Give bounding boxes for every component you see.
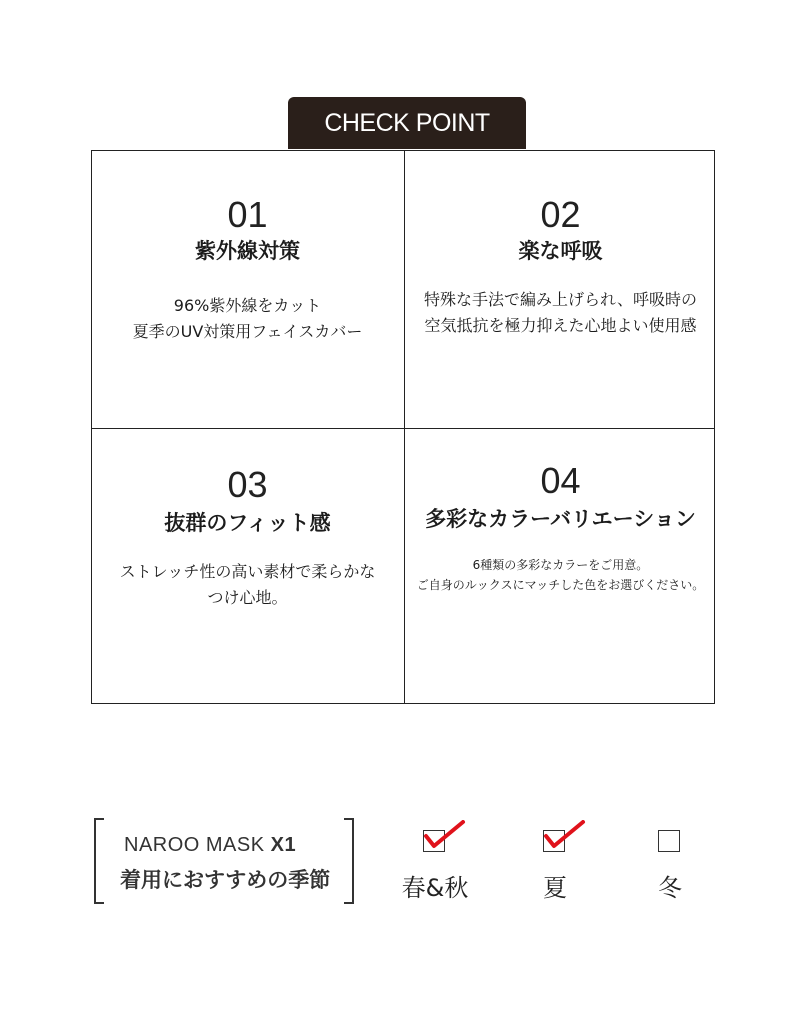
season-label: 夏 <box>543 874 567 902</box>
point-description: 96%紫外線をカット 夏季のUV対策用フェイスカバー <box>132 296 363 341</box>
red-check-icon <box>543 820 587 854</box>
point-card-02 <box>405 151 716 427</box>
checkbox <box>658 830 680 852</box>
model-name: X1 <box>270 834 297 856</box>
point-number: 01 <box>227 194 268 235</box>
check-point-title: CHECK POINT <box>324 108 490 137</box>
point-title: 紫外線対策 <box>195 239 300 263</box>
brand-name: NAROO MASK <box>124 834 265 856</box>
product-name <box>124 834 296 857</box>
season-label: 春&秋 <box>401 874 469 902</box>
bracket-left <box>94 818 104 904</box>
red-check-icon <box>423 820 467 854</box>
check-point-badge <box>288 97 526 149</box>
point-title: 多彩なカラーバリエーション <box>425 507 696 531</box>
check-point-grid <box>91 150 715 704</box>
point-number: 03 <box>227 464 268 505</box>
point-title: 抜群のフィット感 <box>164 511 331 535</box>
point-card-01 <box>92 151 403 427</box>
point-description: ストレッチ性の高い素材で柔らかな つけ心地。 <box>119 562 376 607</box>
point-card-03 <box>92 429 403 705</box>
point-card-04 <box>405 429 716 705</box>
point-description: 特殊な手法で編み上げられ、呼吸時の 空気抵抗を極力抑えた心地よい使用感 <box>424 290 697 335</box>
season-subtitle: 着用におすすめの季節 <box>120 868 331 892</box>
point-number: 02 <box>540 194 581 235</box>
recommended-season-box <box>94 818 354 906</box>
bracket-right <box>344 818 354 904</box>
point-number: 04 <box>540 460 581 501</box>
season-label: 冬 <box>658 874 682 902</box>
point-description: 6種類の多彩なカラーをご用意。 ご自身のルックスにマッチした色をお選びください。 <box>416 558 705 592</box>
point-title: 楽な呼吸 <box>518 239 603 263</box>
